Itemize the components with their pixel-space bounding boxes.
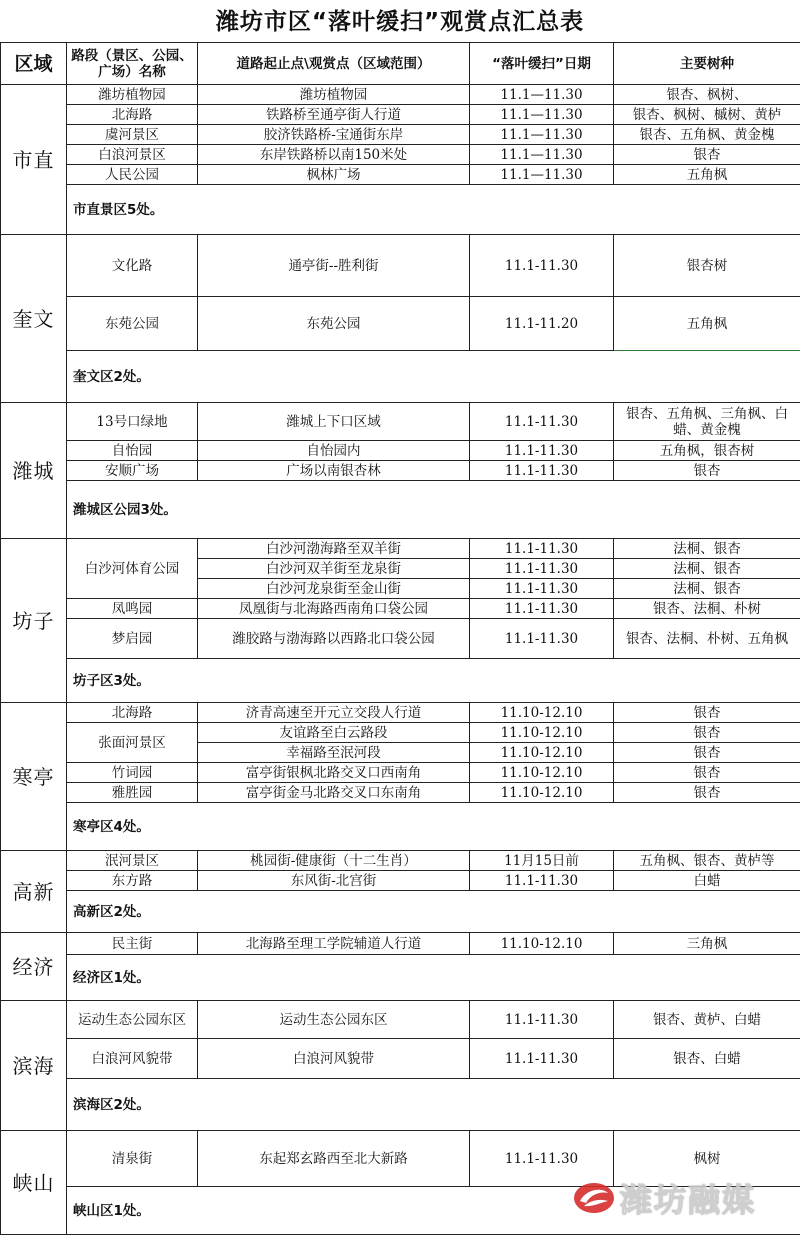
watermark-text: 潍坊融媒 <box>620 1181 757 1219</box>
date-cell: 11.1-11.30 <box>470 1039 614 1079</box>
trees-cell: 银杏、枫树、 <box>614 85 800 105</box>
page-title: 潍坊市区“落叶缓扫”观赏点汇总表 <box>215 9 585 35</box>
table-row <box>1 461 800 481</box>
range-cell: 白沙河渤海路至双羊街 <box>198 539 470 559</box>
region-xiashan: 峡山 <box>1 1131 67 1235</box>
site-cell: 梦启园 <box>67 619 198 659</box>
table-row <box>1 763 800 783</box>
table-row <box>1 933 800 955</box>
region-total: 坊子区3处。 <box>67 659 800 703</box>
trees-cell: 银杏 <box>614 743 800 763</box>
region-jingji: 经济 <box>1 933 67 1001</box>
region-fangzi: 坊子 <box>1 539 67 703</box>
site-cell: 凤鸣园 <box>67 599 198 619</box>
trees-cell: 银杏 <box>614 703 800 723</box>
site-cell: 竹词园 <box>67 763 198 783</box>
region-total: 寒亭区4处。 <box>67 803 800 851</box>
total-row <box>1 659 800 703</box>
date-cell: 11.1-11.30 <box>470 403 614 441</box>
range-cell: 通亭街--胜利街 <box>198 235 470 297</box>
trees-cell: 银杏 <box>614 783 800 803</box>
date-cell: 11.1—11.30 <box>470 105 614 125</box>
table-row <box>1 85 800 105</box>
range-cell: 富亭街银枫北路交叉口西南角 <box>198 763 470 783</box>
range-cell: 东起郑玄路西至北大新路 <box>198 1131 470 1187</box>
trees-cell: 银杏 <box>614 145 800 165</box>
site-cell: 白浪河风貌带 <box>67 1039 198 1079</box>
date-cell: 11.1—11.30 <box>470 165 614 185</box>
date-cell: 11.10-12.10 <box>470 703 614 723</box>
table-row <box>1 105 800 125</box>
table-row <box>1 235 800 297</box>
site-cell: 东苑公园 <box>67 297 198 351</box>
site-cell: 雅胜园 <box>67 783 198 803</box>
table-row <box>1 297 800 351</box>
total-row <box>1 803 800 851</box>
total-row <box>1 955 800 1001</box>
range-cell: 北海路至理工学院辅道人行道 <box>198 933 470 955</box>
region-hanting: 寒亭 <box>1 703 67 851</box>
range-cell: 自怡园内 <box>198 441 470 461</box>
date-cell: 11.1-11.30 <box>470 559 614 579</box>
table-row <box>1 783 800 803</box>
total-row <box>1 185 800 235</box>
range-cell: 白沙河双羊街至龙泉街 <box>198 559 470 579</box>
site-cell: 安顺广场 <box>67 461 198 481</box>
trees-cell: 银杏、五角枫、三角枫、白蜡、黄金槐 <box>614 403 800 441</box>
range-cell: 广场以南银杏林 <box>198 461 470 481</box>
total-row <box>1 481 800 539</box>
trees-cell: 五角枫、银杏、黄栌等 <box>614 851 800 871</box>
table-row <box>1 125 800 145</box>
region-total: 滨海区2处。 <box>67 1079 800 1131</box>
date-cell: 11.1-11.30 <box>470 441 614 461</box>
date-cell: 11.1—11.30 <box>470 145 614 165</box>
table-row <box>1 599 800 619</box>
trees-cell: 三角枫 <box>614 933 800 955</box>
site-cell: 自怡园 <box>67 441 198 461</box>
region-shizhi: 市直 <box>1 85 67 235</box>
date-cell: 11.1—11.30 <box>470 125 614 145</box>
range-cell: 东苑公园 <box>198 297 470 351</box>
trees-cell: 银杏、白蜡 <box>614 1039 800 1079</box>
table-row <box>1 619 800 659</box>
total-row <box>1 891 800 933</box>
date-cell: 11.1-11.30 <box>470 599 614 619</box>
table-row <box>1 441 800 461</box>
date-cell: 11.1-11.30 <box>470 235 614 297</box>
range-cell: 潍坊植物园 <box>198 85 470 105</box>
range-cell: 幸福路至泯河段 <box>198 743 470 763</box>
region-total: 高新区2处。 <box>67 891 800 933</box>
trees-cell: 法桐、银杏 <box>614 539 800 559</box>
range-cell: 潍城上下口区域 <box>198 403 470 441</box>
date-cell: 11.1-11.30 <box>470 1001 614 1039</box>
site-cell: 13号口绿地 <box>67 403 198 441</box>
range-cell: 胶济铁路桥-宝通街东岸 <box>198 125 470 145</box>
range-cell: 东风街-北宫街 <box>198 871 470 891</box>
total-row <box>1 1079 800 1131</box>
site-cell: 潍坊植物园 <box>67 85 198 105</box>
watermark <box>572 1174 800 1222</box>
trees-cell: 银杏 <box>614 461 800 481</box>
trees-cell: 白蜡 <box>614 871 800 891</box>
date-cell: 11.1-11.30 <box>470 619 614 659</box>
table-row <box>1 145 800 165</box>
header-row <box>1 43 800 85</box>
site-cell: 虞河景区 <box>67 125 198 145</box>
table-row <box>1 871 800 891</box>
header-region: 区域 <box>1 43 67 85</box>
site-cell: 清泉街 <box>67 1131 198 1187</box>
site-cell: 人民公园 <box>67 165 198 185</box>
table-row <box>1 403 800 441</box>
header-date: “落叶缓扫”日期 <box>470 43 614 85</box>
trees-cell: 银杏、枫树、槭树、黄栌 <box>614 105 800 125</box>
date-cell: 11.10-12.10 <box>470 723 614 743</box>
region-total: 峡山区1处。 <box>67 1187 800 1235</box>
range-cell: 东岸铁路桥以南150米处 <box>198 145 470 165</box>
range-cell: 白浪河风貌带 <box>198 1039 470 1079</box>
range-cell: 枫林广场 <box>198 165 470 185</box>
site-cell: 北海路 <box>67 703 198 723</box>
trees-cell: 银杏、黄栌、白蜡 <box>614 1001 800 1039</box>
range-cell: 济青高速至开元立交段人行道 <box>198 703 470 723</box>
site-cell: 白浪河景区 <box>67 145 198 165</box>
trees-cell: 银杏、法桐、朴树、五角枫 <box>614 619 800 659</box>
region-weicheng: 潍城 <box>1 403 67 539</box>
date-cell: 11.10-12.10 <box>470 743 614 763</box>
date-cell: 11.1-11.30 <box>470 461 614 481</box>
date-cell: 11.1-11.30 <box>470 871 614 891</box>
region-gaoxin: 高新 <box>1 851 67 933</box>
trees-cell: 五角枫，银杏树 <box>614 441 800 461</box>
table-row <box>1 851 800 871</box>
trees-cell: 五角枫 <box>614 297 800 351</box>
date-cell: 11.10-12.10 <box>470 783 614 803</box>
site-cell: 北海路 <box>67 105 198 125</box>
site-cell: 东方路 <box>67 871 198 891</box>
range-cell: 友谊路至白云路段 <box>198 723 470 743</box>
range-cell: 凤凰街与北海路西南角口袋公园 <box>198 599 470 619</box>
site-cell: 白沙河体育公园 <box>67 539 198 599</box>
table-row <box>1 703 800 723</box>
swirl-logo-icon <box>572 1181 616 1215</box>
range-cell: 富亭街金马北路交叉口东南角 <box>198 783 470 803</box>
region-total: 潍城区公园3处。 <box>67 481 800 539</box>
trees-cell: 法桐、银杏 <box>614 579 800 599</box>
range-cell: 潍胶路与渤海路以西路北口袋公园 <box>198 619 470 659</box>
date-cell: 11.1-11.30 <box>470 1131 614 1187</box>
header-trees: 主要树种 <box>614 43 800 85</box>
trees-cell: 银杏、法桐、朴树 <box>614 599 800 619</box>
site-cell: 文化路 <box>67 235 198 297</box>
date-cell: 11.1-11.30 <box>470 539 614 559</box>
range-cell: 运动生态公园东区 <box>198 1001 470 1039</box>
date-cell: 11.1—11.30 <box>470 85 614 105</box>
summary-table <box>0 42 800 1235</box>
site-cell: 运动生态公园东区 <box>67 1001 198 1039</box>
table-row <box>1 539 800 559</box>
site-cell: 泯河景区 <box>67 851 198 871</box>
site-cell: 民主街 <box>67 933 198 955</box>
region-kuiwen: 奎文 <box>1 235 67 403</box>
trees-cell: 银杏、五角枫、黄金槐 <box>614 125 800 145</box>
region-total: 市直景区5处。 <box>67 185 800 235</box>
total-row <box>1 351 800 403</box>
trees-cell: 银杏树 <box>614 235 800 297</box>
date-cell: 11.10-12.10 <box>470 763 614 783</box>
trees-cell: 五角枫 <box>614 165 800 185</box>
header-range: 道路起止点\观赏点（区域范围） <box>198 43 470 85</box>
region-total: 经济区1处。 <box>67 955 800 1001</box>
trees-cell: 枫树 <box>614 1131 800 1187</box>
region-binhai: 滨海 <box>1 1001 67 1131</box>
range-cell: 桃园街-健康街（十二生肖） <box>198 851 470 871</box>
table-row <box>1 165 800 185</box>
region-total: 奎文区2处。 <box>67 351 800 403</box>
table-row <box>1 1039 800 1079</box>
date-cell: 11.10-12.10 <box>470 933 614 955</box>
range-cell: 铁路桥至通亭街人行道 <box>198 105 470 125</box>
date-cell: 11月15日前 <box>470 851 614 871</box>
table-row <box>1 1001 800 1039</box>
site-cell: 张面河景区 <box>67 723 198 763</box>
header-site: 路段（景区、公园、广场）名称 <box>67 43 198 85</box>
date-cell: 11.1-11.30 <box>470 579 614 599</box>
table-row <box>1 723 800 743</box>
trees-cell: 银杏 <box>614 723 800 743</box>
trees-cell: 法桐、银杏 <box>614 559 800 579</box>
date-cell: 11.1-11.20 <box>470 297 614 351</box>
trees-cell: 银杏 <box>614 763 800 783</box>
range-cell: 白沙河龙泉街至金山街 <box>198 579 470 599</box>
